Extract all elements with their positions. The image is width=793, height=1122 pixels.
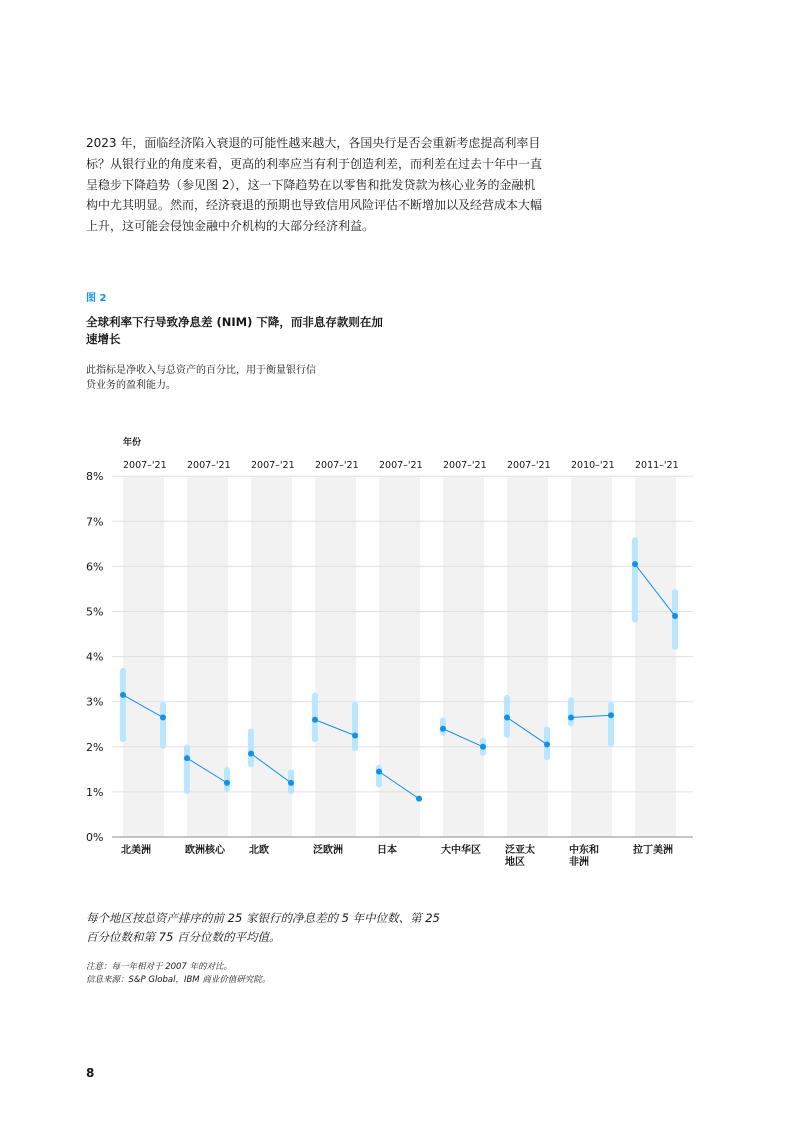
region-label: 北欧	[249, 845, 269, 856]
region-label: 欧洲核心	[185, 845, 225, 856]
median-dot-start	[248, 751, 254, 757]
source-line: 信息来源：S&P Global，IBM 商业价值研究院。	[86, 975, 271, 985]
median-dot-start	[632, 561, 638, 567]
range-bar-end	[672, 589, 678, 650]
range-bar-start	[120, 668, 126, 742]
period-header: 年份	[123, 438, 142, 448]
y-tick-label: 1%	[86, 785, 104, 799]
region-label: 拉丁美洲	[633, 845, 673, 856]
median-dot-start	[376, 769, 382, 775]
median-dot-end	[288, 780, 294, 786]
range-bar-end	[224, 767, 230, 792]
y-tick-label: 7%	[86, 515, 104, 529]
range-bar-end	[352, 702, 358, 752]
figure-description: 此指标是净收入与总资产的百分比，用于衡量银行信贷业务的盈利能力。	[86, 365, 316, 391]
period-label: 2007–'21	[443, 460, 487, 471]
period-label: 2007–'21	[251, 460, 295, 471]
range-bar-start	[632, 537, 638, 623]
period-label: 2007–'21	[379, 460, 423, 471]
median-dot-end	[416, 796, 422, 802]
median-dot-end	[544, 742, 550, 748]
region-label: 地区	[505, 857, 525, 868]
y-tick-label: 0%	[86, 831, 104, 844]
period-label: 2010–'21	[571, 460, 615, 471]
page-number: 8	[86, 1066, 95, 1080]
period-label: 2007–'21	[187, 460, 231, 471]
y-tick-label: 2%	[86, 740, 104, 754]
intro-paragraph: 2023 年，面临经济陷入衰退的可能性越来越大，各国央行是否会重新考虑提高利率目标？从银行业的角度来看，更高的利率应当有利于创造利差，而利差在过去十年中一直呈稳步下降趋势（参见图 2），这一下降趋势在以零售和批发贷款为核心业务的金融机构中尤其明显。然而，经济衰退的预期也导致信用风险评估不断增加以及经营成本大幅上升，这可能会侵蚀金融中介机构的大部分经济利益。	[86, 136, 543, 234]
period-label: 2011–'21	[635, 460, 679, 471]
region-label: 泛亚太	[505, 845, 535, 856]
nim-range-chart	[0, 430, 793, 870]
period-label: 2007–'21	[507, 460, 551, 471]
region-label: 北美洲	[121, 845, 151, 856]
median-dot-start	[120, 692, 126, 698]
y-tick-label: 8%	[86, 470, 104, 484]
median-dot-start	[504, 714, 510, 720]
period-label: 2007–'21	[123, 460, 167, 471]
y-tick-label: 5%	[86, 605, 104, 619]
region-label: 泛欧洲	[313, 845, 343, 856]
median-dot-end	[160, 714, 166, 720]
range-bar-start	[184, 745, 190, 795]
range-bar-end	[160, 702, 166, 749]
median-dot-start	[312, 717, 318, 723]
region-label: 中东和	[569, 845, 599, 856]
median-dot-start	[440, 726, 446, 732]
figure-label: 图 2	[86, 293, 107, 304]
y-tick-label: 3%	[86, 695, 104, 709]
period-label: 2007–'21	[315, 460, 359, 471]
source-note	[86, 961, 270, 987]
region-label: 非洲	[569, 857, 589, 868]
median-dot-start	[184, 755, 190, 761]
y-tick-label: 4%	[86, 650, 104, 664]
figure-title: 全球利率下行导致净息差 (NIM) 下降，而非息存款则在加速增长	[86, 315, 383, 346]
note-line: 注意：每一年相对于 2007 年的对比。	[86, 962, 233, 972]
median-dot-end	[608, 712, 614, 718]
region-label: 日本	[377, 845, 397, 856]
median-dot-end	[224, 780, 230, 786]
range-bar-start	[248, 729, 254, 767]
median-dot-end	[480, 744, 486, 750]
range-bar-start	[376, 765, 382, 788]
range-bar-end	[608, 702, 614, 747]
median-dot-end	[672, 613, 678, 619]
y-tick-label: 6%	[86, 560, 104, 574]
figure-footnote: 每个地区按总资产排序的前 25 家银行的净息差的 5 年中位数、第 25 百分位数和第 75 百分位数的平均值。	[86, 911, 440, 944]
median-dot-start	[568, 714, 574, 720]
range-bar-start	[568, 697, 574, 726]
region-label: 大中华区	[441, 845, 481, 856]
median-dot-end	[352, 733, 358, 739]
